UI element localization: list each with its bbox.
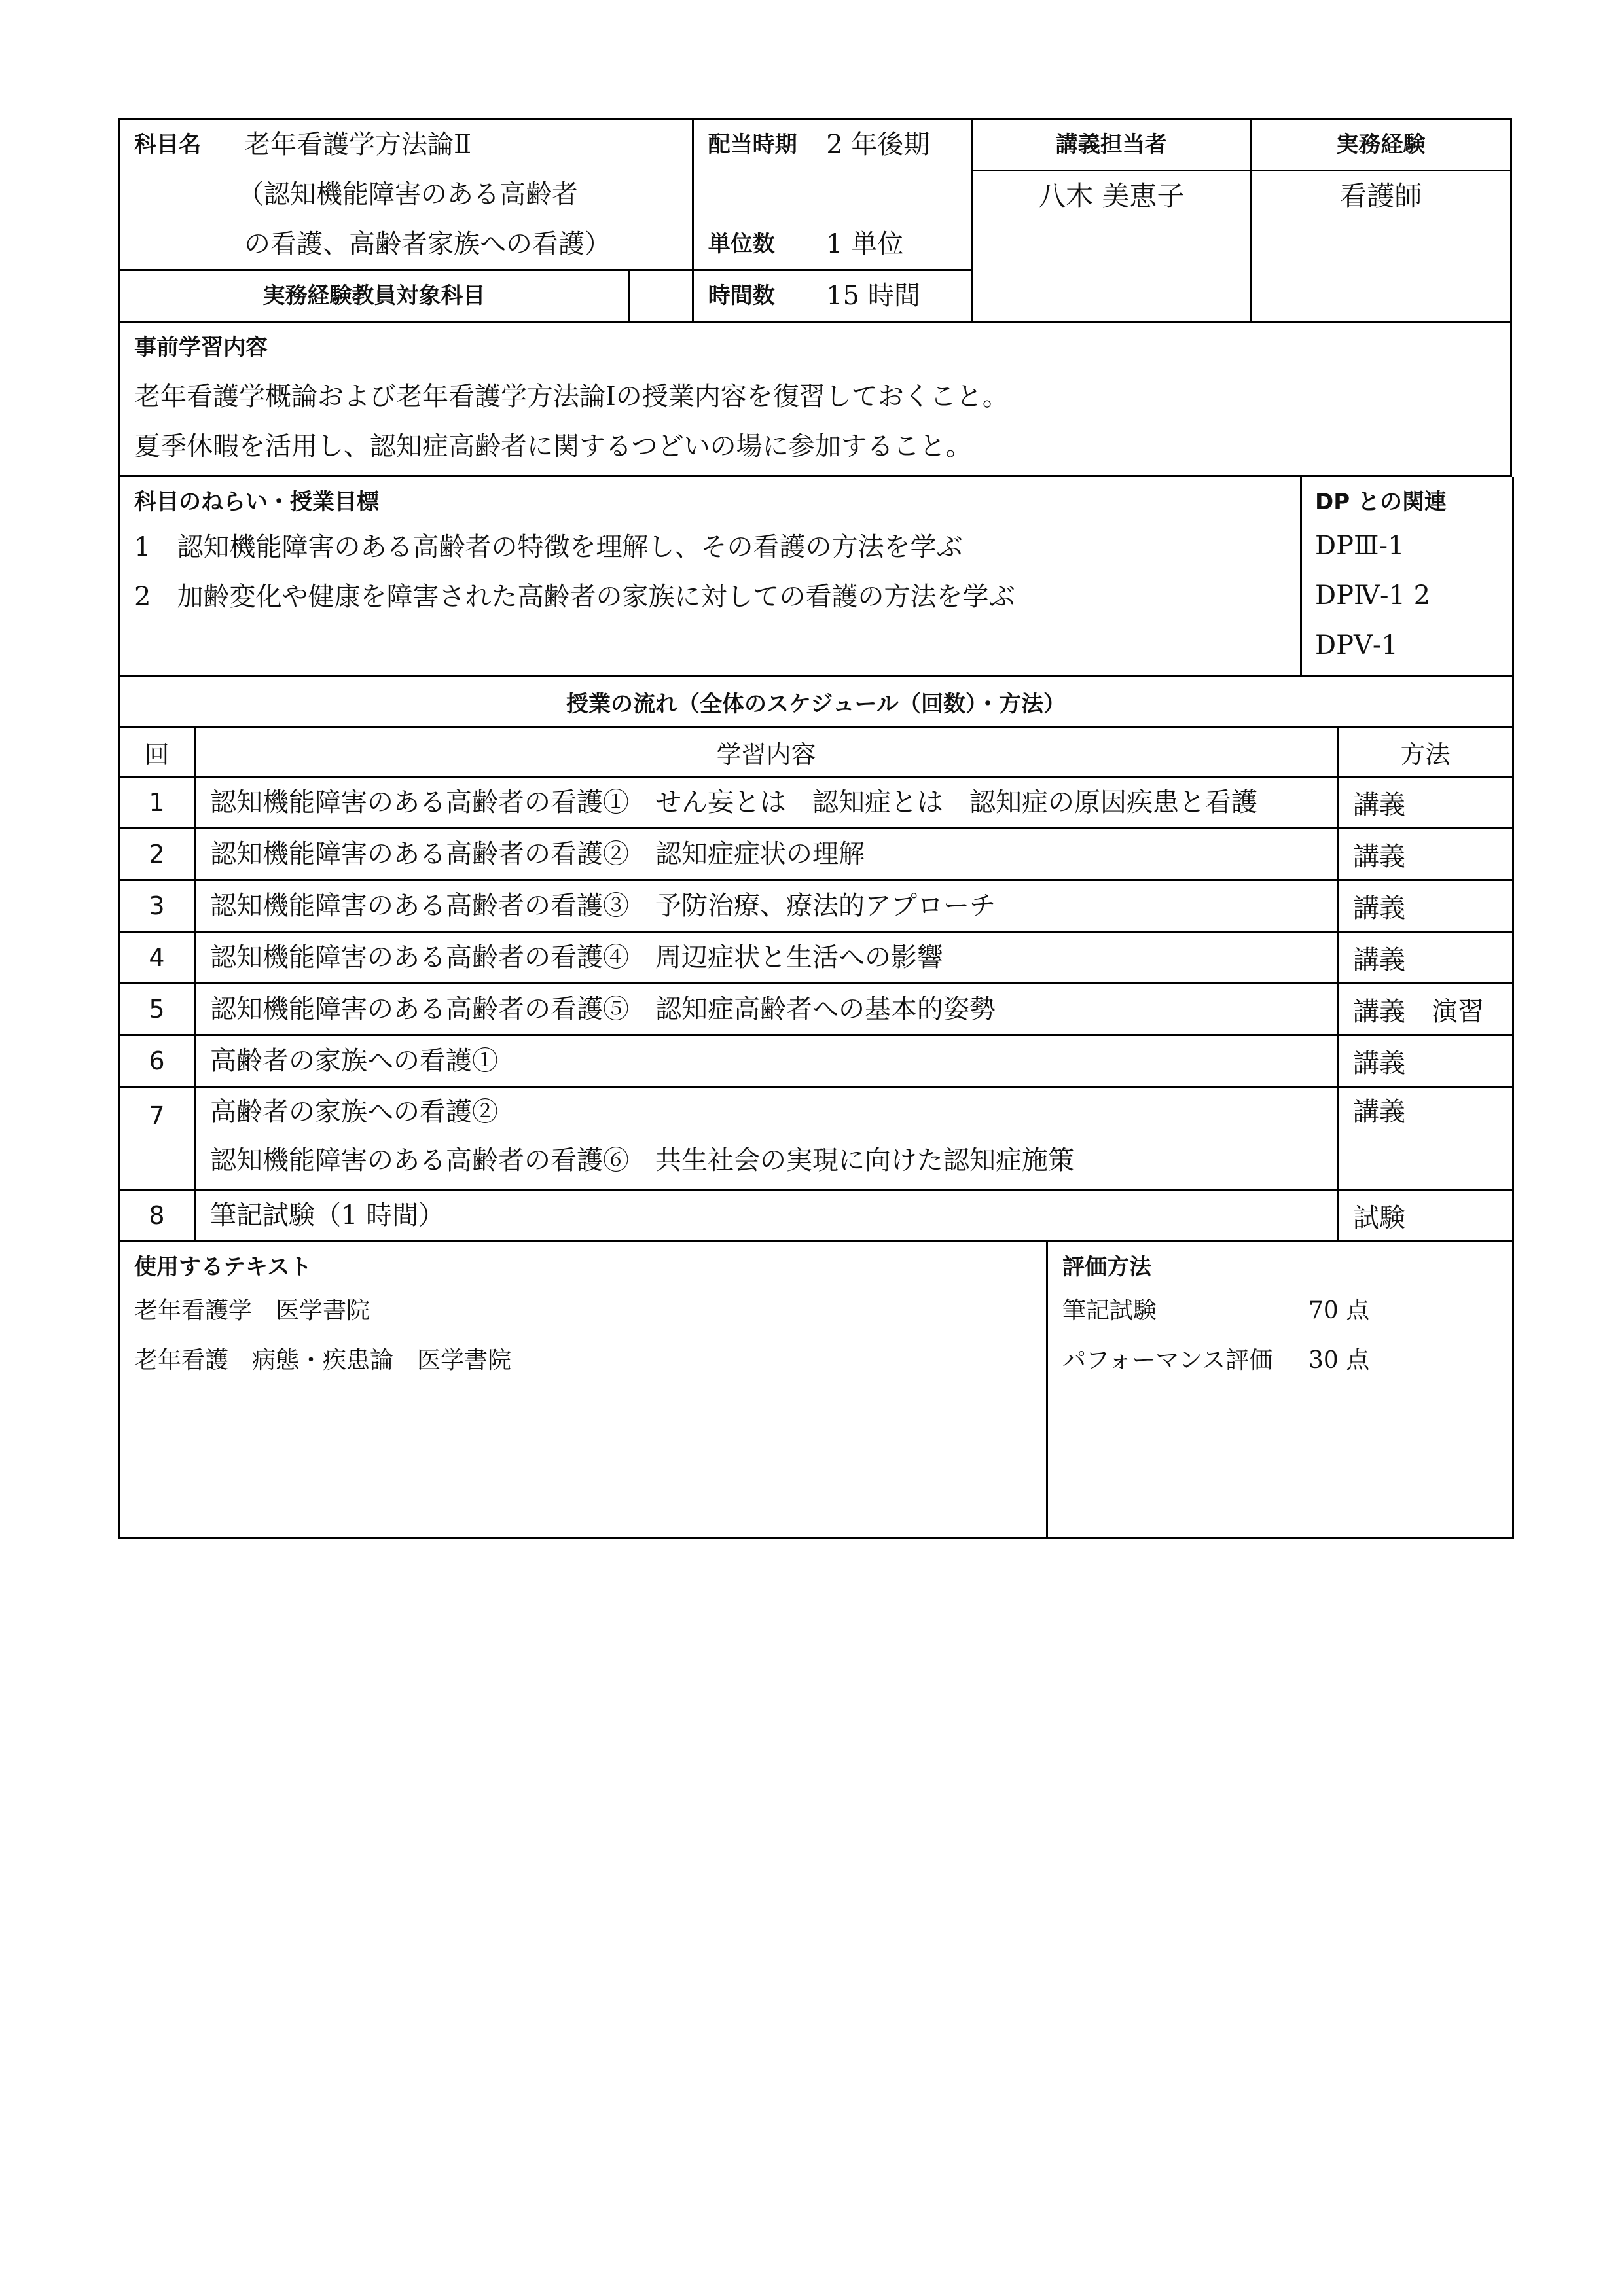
dp-cell	[1301, 477, 1513, 676]
row-method-text: 講義	[1353, 841, 1405, 872]
hours-value-text: 15 時間	[826, 281, 920, 311]
row-num	[119, 880, 195, 932]
objective-line-2: 2 加齢変化や健康を障害された高齢者の家族に対しての看護の方法を学ぶ	[134, 582, 1015, 612]
row-num	[119, 1087, 195, 1190]
table-row	[119, 880, 1513, 932]
prestudy-cell	[119, 323, 1511, 476]
row-num-text: 5	[149, 995, 165, 1024]
prestudy-body	[120, 361, 1510, 475]
practical-label	[119, 270, 630, 322]
row-content	[195, 984, 1338, 1035]
evaluation-title: 評価方法	[1062, 1254, 1151, 1280]
row-num	[119, 829, 195, 880]
row-content-text: 認知機能障害のある高齢者の看護② 認知症症状の理解	[210, 839, 865, 869]
row-content-text: 認知機能障害のある高齢者の看護⑤ 認知症高齢者への基本的姿勢	[210, 994, 996, 1024]
table-row	[119, 932, 1513, 984]
row-method	[1338, 829, 1513, 880]
objectives-body	[120, 516, 1300, 626]
term-value	[820, 119, 972, 220]
row-num	[119, 1035, 195, 1087]
subject-label-text: 科目名	[134, 132, 201, 158]
table-row	[119, 1190, 1513, 1242]
row-content-text: 高齢者の家族への看護①	[210, 1046, 498, 1076]
row-method-text: 試験	[1353, 1202, 1405, 1233]
header-table	[118, 118, 1512, 323]
objective-line-1: 1 認知機能障害のある高齢者の特徴を理解し、その看護の方法を学ぶ	[134, 532, 963, 562]
texts-eval-table	[118, 1242, 1514, 1539]
row-method	[1338, 1087, 1513, 1190]
experience-label-text: 実務経験	[1336, 132, 1426, 158]
dp-line-3: DPⅤ-1	[1315, 630, 1398, 660]
table-row	[119, 1035, 1513, 1087]
subject-value	[238, 119, 693, 270]
row-content-text-2: 認知機能障害のある高齢者の看護⑥ 共生社会の実現に向けた認知症施策	[210, 1145, 1074, 1175]
table-row	[119, 1087, 1513, 1190]
row-num	[119, 1190, 195, 1242]
term-label-text: 配当時期	[708, 132, 797, 158]
dp-line-2: DPⅣ-1 2	[1315, 581, 1431, 611]
row-content	[195, 1190, 1338, 1242]
schedule-col-num	[119, 728, 195, 777]
row-method-text: 講義	[1353, 893, 1405, 924]
hours-label	[693, 270, 820, 322]
row-num-text: 1	[149, 788, 165, 817]
row-content-text-1: 高齢者の家族への看護②	[210, 1097, 498, 1127]
table-row	[119, 829, 1513, 880]
row-content-text: 認知機能障害のある高齢者の看護③ 予防治療、療法的アプローチ	[210, 891, 996, 921]
row-content	[195, 1087, 1338, 1190]
col-content-text: 学習内容	[716, 740, 816, 769]
term-value-text: 2 年後期	[826, 130, 930, 160]
instructor-label	[972, 119, 1250, 171]
hours-label-text: 時間数	[708, 283, 775, 309]
dp-title: DP との関連	[1315, 489, 1447, 515]
prestudy-title: 事前学習内容	[134, 334, 268, 361]
objectives-cell	[119, 477, 1301, 676]
evaluation-item-points: 70 点	[1308, 1297, 1370, 1324]
dp-line-1: DPⅢ-1	[1315, 531, 1405, 561]
row-content	[195, 932, 1338, 984]
row-num-text: 4	[149, 943, 165, 972]
table-row	[119, 984, 1513, 1035]
text-line-1: 老年看護学 医学書院	[134, 1297, 370, 1324]
schedule-title	[119, 677, 1513, 728]
subject-label	[119, 119, 238, 270]
row-method	[1338, 1035, 1513, 1087]
col-method-text: 方法	[1400, 740, 1451, 769]
experience-label	[1250, 119, 1511, 171]
row-method-text: 講義	[1353, 1048, 1405, 1079]
table-row	[119, 777, 1513, 829]
evaluation-item-name: パフォーマンス評価	[1062, 1347, 1273, 1374]
row-num-text: 8	[149, 1201, 165, 1230]
text-line-2: 老年看護 病態・疾患論 医学書院	[134, 1347, 512, 1374]
term-label	[693, 119, 820, 220]
row-content	[195, 880, 1338, 932]
row-num	[119, 777, 195, 829]
instructor-value	[972, 171, 1250, 322]
row-content	[195, 777, 1338, 829]
syllabus-sheet	[118, 118, 1512, 1539]
row-content	[195, 1035, 1338, 1087]
row-num-text: 2	[149, 840, 165, 869]
subject-line-3: の看護、高齢者家族への看護）	[244, 229, 611, 259]
row-num	[119, 932, 195, 984]
experience-value	[1250, 171, 1511, 322]
objectives-title: 科目のねらい・授業目標	[134, 489, 379, 515]
row-method-text: 講義	[1353, 944, 1405, 975]
credits-value-text: 1 単位	[826, 229, 904, 259]
instructor-label-text: 講義担当者	[1055, 132, 1167, 158]
evaluation-item	[1062, 1336, 1498, 1386]
credits-label	[693, 219, 820, 270]
row-num-text: 6	[149, 1047, 165, 1075]
schedule-table	[118, 677, 1514, 1242]
practical-label-text: 実務経験教員対象科目	[262, 283, 486, 309]
objectives-table	[118, 477, 1514, 677]
practical-check-cell	[629, 270, 693, 322]
subject-line-1: 老年看護学方法論Ⅱ	[244, 130, 472, 160]
row-method-text: 講義	[1353, 1097, 1405, 1127]
prestudy-line-2: 夏季休暇を活用し、認知症高齢者に関するつどいの場に参加すること。	[134, 431, 972, 461]
texts-body	[120, 1281, 1046, 1386]
schedule-title-text: 授業の流れ（全体のスケジュール（回数）・方法）	[566, 691, 1066, 717]
row-method-text: 講義 演習	[1353, 996, 1484, 1027]
row-method	[1338, 932, 1513, 984]
evaluation-item-points: 30 点	[1308, 1347, 1370, 1374]
prestudy-table	[118, 323, 1512, 477]
subject-line-2: （認知機能障害のある高齢者	[238, 179, 579, 209]
evaluation-cell	[1047, 1242, 1513, 1538]
texts-cell	[119, 1242, 1047, 1538]
row-num-text: 3	[149, 891, 165, 920]
dp-body	[1302, 516, 1512, 670]
row-method	[1338, 984, 1513, 1035]
row-content-text: 認知機能障害のある高齢者の看護④ 周辺症状と生活への影響	[210, 942, 943, 973]
row-method	[1338, 777, 1513, 829]
row-content-text: 認知機能障害のある高齢者の看護① せん妄とは 認知症とは 認知症の原因疾患と看護	[210, 787, 1257, 817]
schedule-col-method	[1338, 728, 1513, 777]
credits-value	[820, 219, 972, 270]
schedule-col-content	[195, 728, 1338, 777]
evaluation-item	[1062, 1286, 1498, 1336]
row-method	[1338, 1190, 1513, 1242]
hours-value	[820, 270, 972, 322]
evaluation-body	[1048, 1281, 1512, 1386]
row-method	[1338, 880, 1513, 932]
row-method-text: 講義	[1353, 789, 1405, 820]
credits-label-text: 単位数	[708, 231, 775, 257]
texts-title: 使用するテキスト	[134, 1254, 312, 1280]
col-num-text: 回	[144, 740, 170, 769]
experience-value-text: 看護師	[1339, 180, 1422, 212]
evaluation-item-name: 筆記試験	[1062, 1297, 1157, 1324]
row-num	[119, 984, 195, 1035]
row-num-text: 7	[149, 1102, 165, 1130]
prestudy-line-1: 老年看護学概論および老年看護学方法論Ⅰの授業内容を復習しておくこと。	[134, 382, 1009, 412]
row-content	[195, 829, 1338, 880]
instructor-value-text: 八木 美恵子	[1038, 180, 1185, 212]
row-content-text: 筆記試験（1 時間）	[210, 1200, 445, 1230]
